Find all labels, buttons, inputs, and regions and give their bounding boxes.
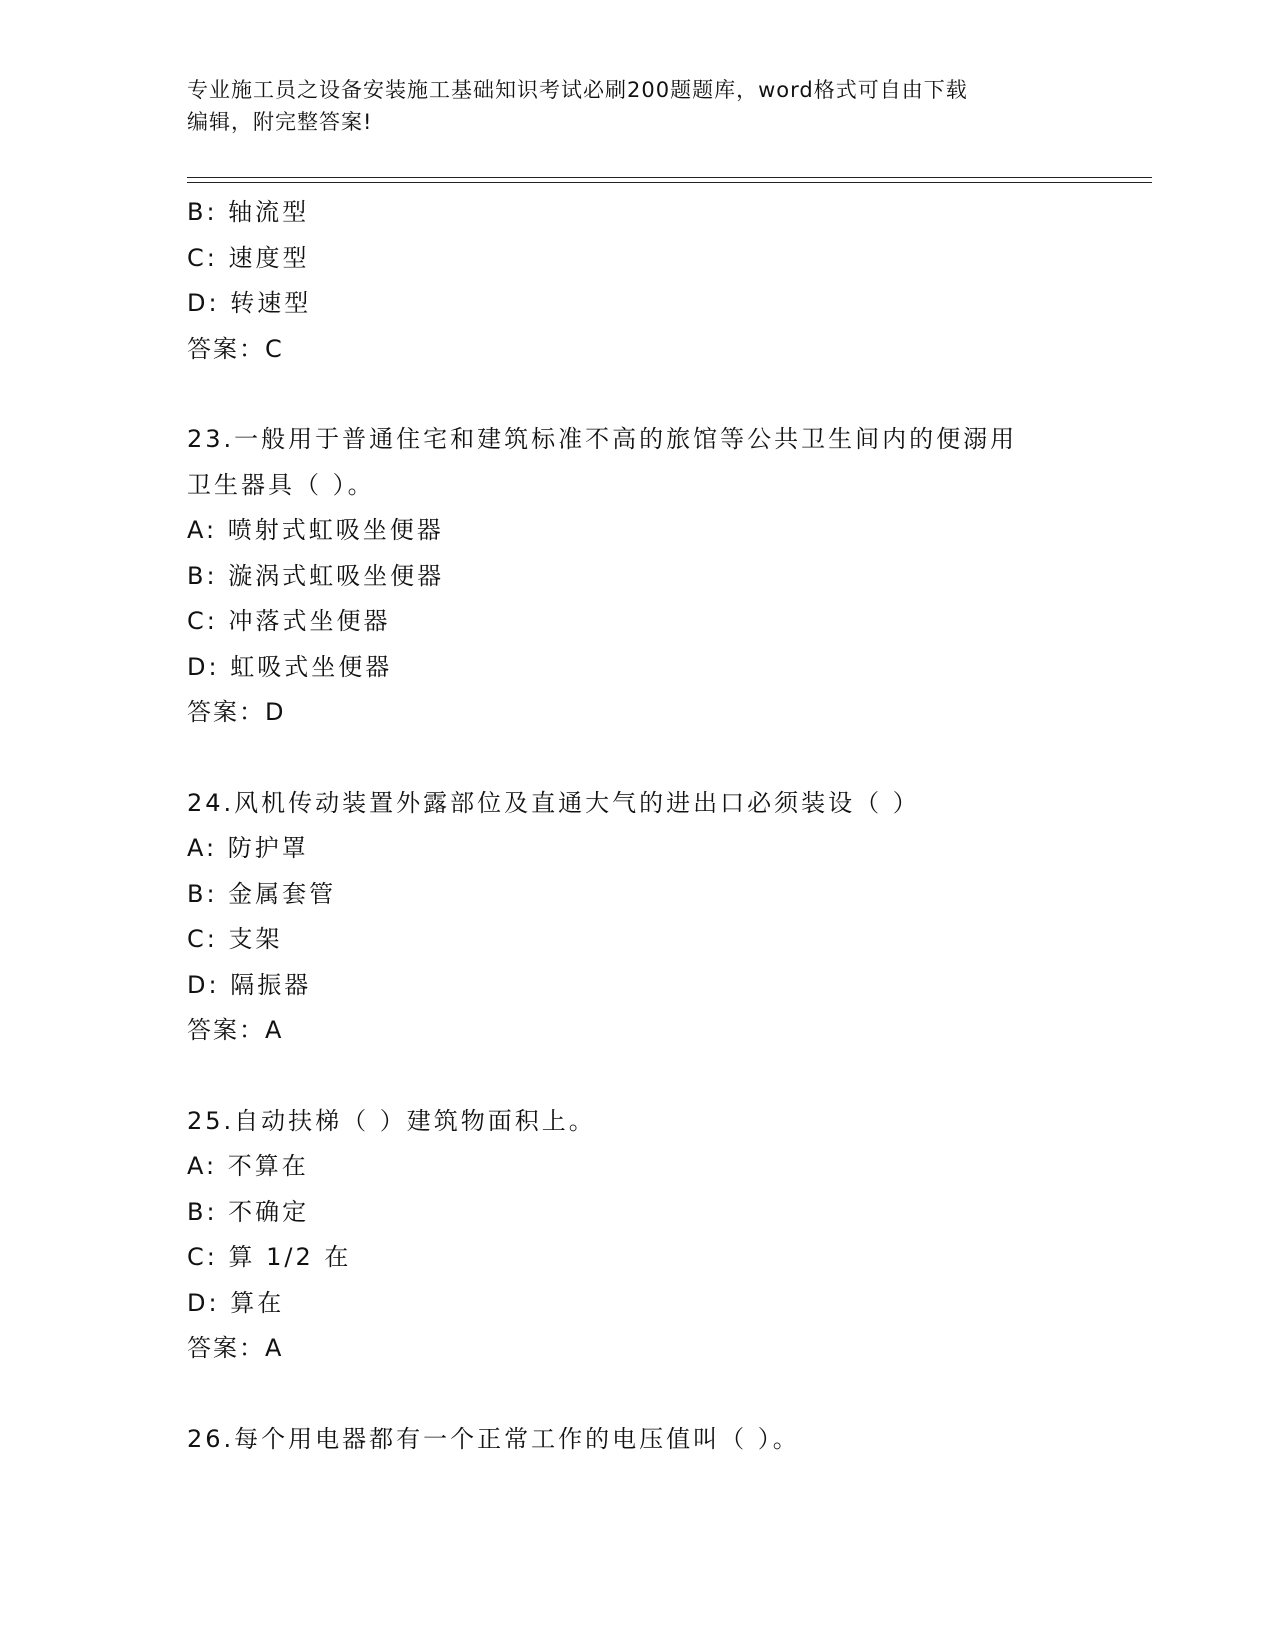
option-b: B: 金属套管 xyxy=(187,879,337,908)
answer: 答案：A xyxy=(187,1334,284,1362)
question-24 xyxy=(187,781,1117,1054)
question-23 xyxy=(187,417,1117,736)
document-header xyxy=(187,74,1087,138)
question-stem: 24.风机传动装置外露部位及直通大气的进出口必须装设（ ） xyxy=(187,788,920,817)
option-b: B: 轴流型 xyxy=(187,198,310,226)
option-c: C: 支架 xyxy=(187,925,283,953)
question-stem: 23.一般用于普通住宅和建筑标准不高的旅馆等公共卫生间内的便溺用 xyxy=(187,425,1018,453)
header-divider-top xyxy=(187,177,1152,178)
question-25 xyxy=(187,1099,1117,1372)
answer: 答案：A xyxy=(187,1016,284,1044)
question-22-continued xyxy=(187,190,1117,372)
answer: 答案：C xyxy=(187,334,284,363)
option-a: A: 喷射式虹吸坐便器 xyxy=(187,516,444,544)
option-b: B: 不确定 xyxy=(187,1197,310,1226)
question-gap xyxy=(187,736,1117,781)
question-stem: 25.自动扶梯（ ）建筑物面积上。 xyxy=(187,1106,596,1135)
header-title-line-1: 专业施工员之设备安装施工基础知识考试必刷200题题库，word格式可自由下载 xyxy=(187,78,968,102)
option-d: D: 算在 xyxy=(187,1288,285,1317)
question-gap xyxy=(187,1372,1117,1417)
header-divider-bottom xyxy=(187,182,1152,183)
option-d: D: 转速型 xyxy=(187,289,312,317)
option-c: C: 速度型 xyxy=(187,243,310,272)
question-stem-continued: 卫生器具（ ）。 xyxy=(187,470,375,499)
option-d: D: 隔振器 xyxy=(187,970,312,999)
answer: 答案：D xyxy=(187,698,286,726)
option-b: B: 漩涡式虹吸坐便器 xyxy=(187,561,445,590)
option-a: A: 防护罩 xyxy=(187,834,309,862)
question-content xyxy=(187,190,1117,1462)
option-c: C: 冲落式坐便器 xyxy=(187,607,391,635)
header-title-line-2: 编辑，附完整答案! xyxy=(187,110,373,134)
option-c: C: 算 1/2 在 xyxy=(187,1243,352,1271)
option-d: D: 虹吸式坐便器 xyxy=(187,652,393,681)
question-stem: 26.每个用电器都有一个正常工作的电压值叫（ ）。 xyxy=(187,1424,800,1453)
option-a: A: 不算在 xyxy=(187,1152,309,1180)
question-gap xyxy=(187,1054,1117,1099)
question-gap xyxy=(187,372,1117,417)
question-26 xyxy=(187,1417,1117,1463)
